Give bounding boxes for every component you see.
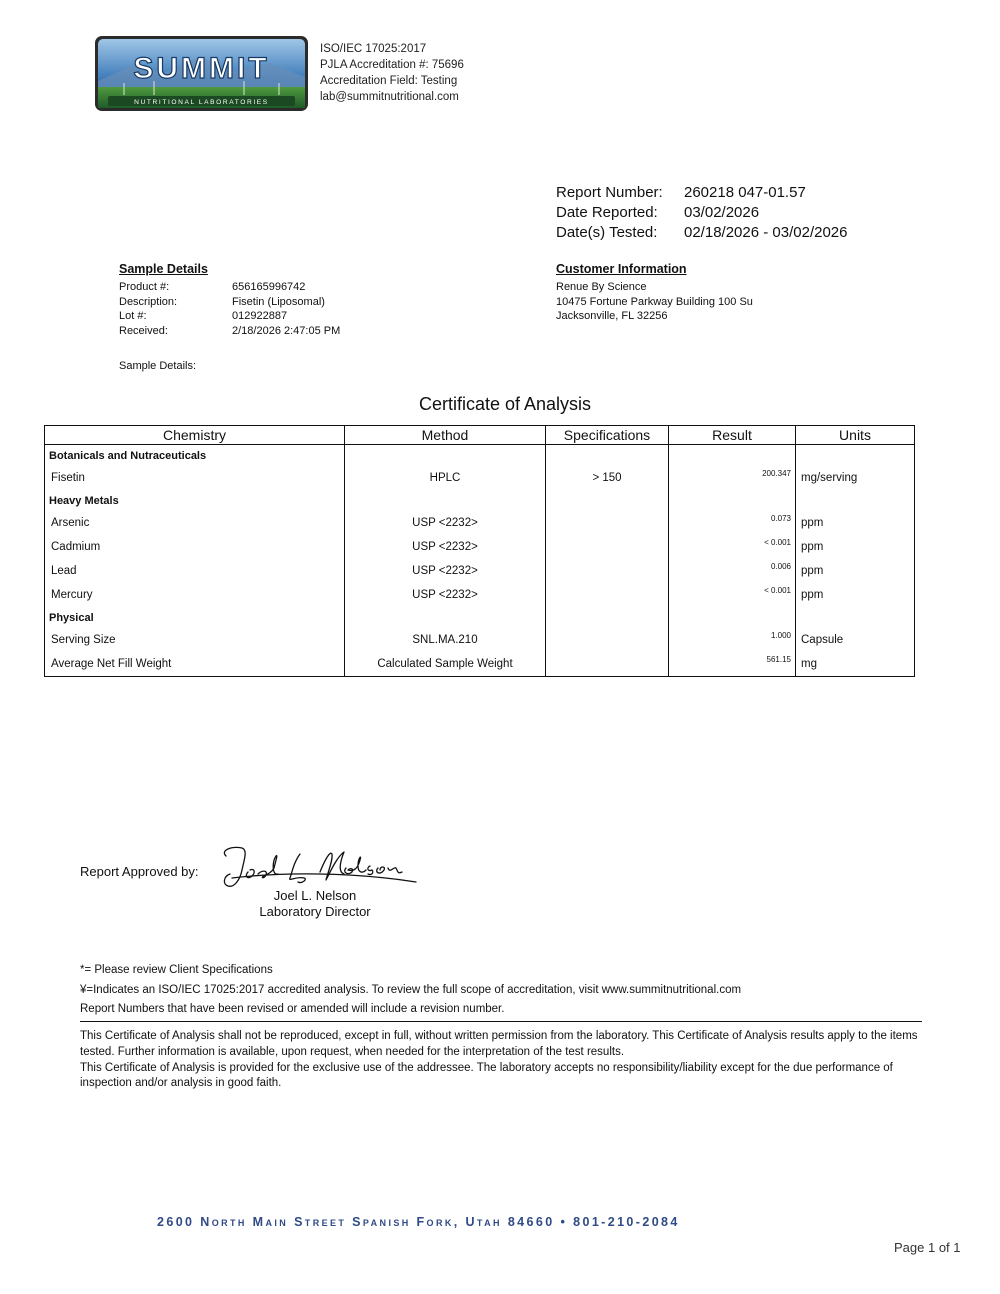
group-name: Physical — [45, 607, 345, 628]
group-row — [45, 445, 915, 467]
table-row — [45, 652, 915, 677]
table-row — [45, 511, 915, 535]
group-row — [45, 490, 915, 511]
group-row — [45, 607, 915, 628]
group-name: Botanicals and Nutraceuticals — [45, 445, 345, 467]
disclaimer — [80, 1029, 920, 1092]
units: ppm — [796, 511, 915, 535]
units: Capsule — [796, 628, 915, 652]
customer-info-heading: Customer Information — [556, 262, 687, 276]
table-row — [45, 628, 915, 652]
customer-address-line: 10475 Fortune Parkway Building 100 Su — [556, 295, 753, 308]
dates-tested: 02/18/2026 - 03/02/2026 — [684, 224, 848, 241]
result: 200.347 — [669, 466, 796, 490]
method: USP <2232> — [345, 511, 546, 535]
result: < 0.001 — [669, 583, 796, 607]
logo-subtext: NUTRITIONAL LABORATORIES — [134, 99, 269, 106]
specification — [546, 511, 669, 535]
units: mg — [796, 652, 915, 677]
received-date: 2/18/2026 2:47:05 PM — [232, 324, 341, 337]
analyte: Cadmium — [45, 535, 345, 559]
table-row — [45, 583, 915, 607]
approver-title: Laboratory Director — [259, 904, 371, 919]
specification — [546, 583, 669, 607]
lot-number: 012922887 — [232, 310, 288, 322]
customer-name: Renue By Science — [556, 281, 647, 293]
specification — [546, 652, 669, 677]
analyte: Serving Size — [45, 628, 345, 652]
table-row — [45, 559, 915, 583]
sample-details-notes-label: Sample Details: — [119, 360, 197, 372]
note-line: ¥=Indicates an ISO/IEC 17025:2017 accredited analysis. To review the full scope of accreditation, visit www.summitnutritional.com — [80, 983, 742, 996]
result: 0.006 — [669, 559, 796, 583]
received-label: Received: — [119, 324, 168, 337]
approver-block — [240, 888, 390, 920]
result: 561.15 — [669, 652, 796, 677]
result: 1.000 — [669, 628, 796, 652]
report-number: 260218 047-01.57 — [684, 184, 806, 201]
report-number-label: Report Number: — [556, 184, 663, 201]
specification — [546, 628, 669, 652]
result: 0.073 — [669, 511, 796, 535]
table-row — [45, 535, 915, 559]
method: HPLC — [345, 466, 546, 490]
units: mg/serving — [796, 466, 915, 490]
disclaimer-paragraph: This Certificate of Analysis is provided for the exclusive use of the addressee. The laboratory accepts no responsibility/liability except for the due performance of inspection and/or analysis in good faith. — [80, 1061, 893, 1090]
accreditation-line: Accreditation Field: Testing — [320, 75, 458, 87]
column-header-method: Method — [345, 426, 546, 445]
accreditation-line: PJLA Accreditation #: 75696 — [320, 59, 464, 71]
analyte: Lead — [45, 559, 345, 583]
result: < 0.001 — [669, 535, 796, 559]
method: USP <2232> — [345, 559, 546, 583]
description-label: Description: — [119, 295, 178, 308]
column-header-units: Units — [796, 426, 915, 445]
analyte: Mercury — [45, 583, 345, 607]
method: USP <2232> — [345, 583, 546, 607]
product-number: 656165996742 — [232, 281, 306, 293]
note-line: Report Numbers that have been revised or amended will include a revision number. — [80, 1003, 505, 1015]
analyte: Arsenic — [45, 511, 345, 535]
note-line: *= Please review Client Specifications — [80, 964, 273, 976]
description: Fisetin (Liposomal) — [232, 295, 325, 308]
divider — [80, 1021, 922, 1022]
units: ppm — [796, 559, 915, 583]
logo-wordmark: SUMMIT — [133, 52, 270, 85]
accreditation-line: ISO/IEC 17025:2017 — [320, 43, 427, 55]
customer-address-line: Jacksonville, FL 32256 — [556, 310, 668, 322]
column-header-chemistry: Chemistry — [45, 426, 345, 445]
units: ppm — [796, 583, 915, 607]
specification: > 150 — [546, 466, 669, 490]
date-reported-label: Date Reported: — [556, 204, 658, 221]
analyte: Average Net Fill Weight — [45, 652, 345, 677]
specification — [546, 535, 669, 559]
table-row — [45, 466, 915, 490]
report-metadata — [556, 183, 847, 243]
method: SNL.MA.210 — [345, 628, 546, 652]
product-label: Product #: — [119, 281, 170, 293]
sample-details-heading: Sample Details — [119, 262, 208, 276]
accreditation-info — [320, 41, 464, 105]
report-notes — [80, 961, 741, 1020]
method: USP <2232> — [345, 535, 546, 559]
group-name: Heavy Metals — [45, 490, 345, 511]
table-header-row — [45, 426, 915, 445]
handwritten-signature — [212, 842, 422, 894]
column-header-result: Result — [669, 426, 796, 445]
column-header-specifications: Specifications — [546, 426, 669, 445]
sample-details — [119, 262, 340, 338]
disclaimer-paragraph: This Certificate of Analysis shall not be reproduced, except in full, without written permission from the laboratory. This Certificate of Analysis results apply to the items tested. Further information is available, upon request, when needed for the interpretation of the test results. — [80, 1030, 918, 1058]
certificate-title: Certificate of Analysis — [418, 394, 592, 414]
method: Calculated Sample Weight — [345, 652, 546, 677]
customer-information — [556, 262, 753, 324]
analyte: Fisetin — [45, 466, 345, 490]
lot-label: Lot #: — [119, 310, 147, 322]
page-number: Page 1 of 1 — [894, 1240, 961, 1255]
lab-email: lab@summitnutritional.com — [320, 91, 459, 103]
results-table — [44, 425, 915, 677]
dates-tested-label: Date(s) Tested: — [556, 224, 658, 241]
approved-by-label: Report Approved by: — [80, 864, 199, 879]
specification — [546, 559, 669, 583]
lab-address: 2600 North Main Street Spanish Fork, Utah 84660 • 801-210-2084 — [157, 1215, 680, 1229]
date-reported: 03/02/2026 — [684, 204, 760, 221]
units: ppm — [796, 535, 915, 559]
approver-name: Joel L. Nelson — [273, 888, 357, 903]
summit-logo — [94, 35, 309, 112]
